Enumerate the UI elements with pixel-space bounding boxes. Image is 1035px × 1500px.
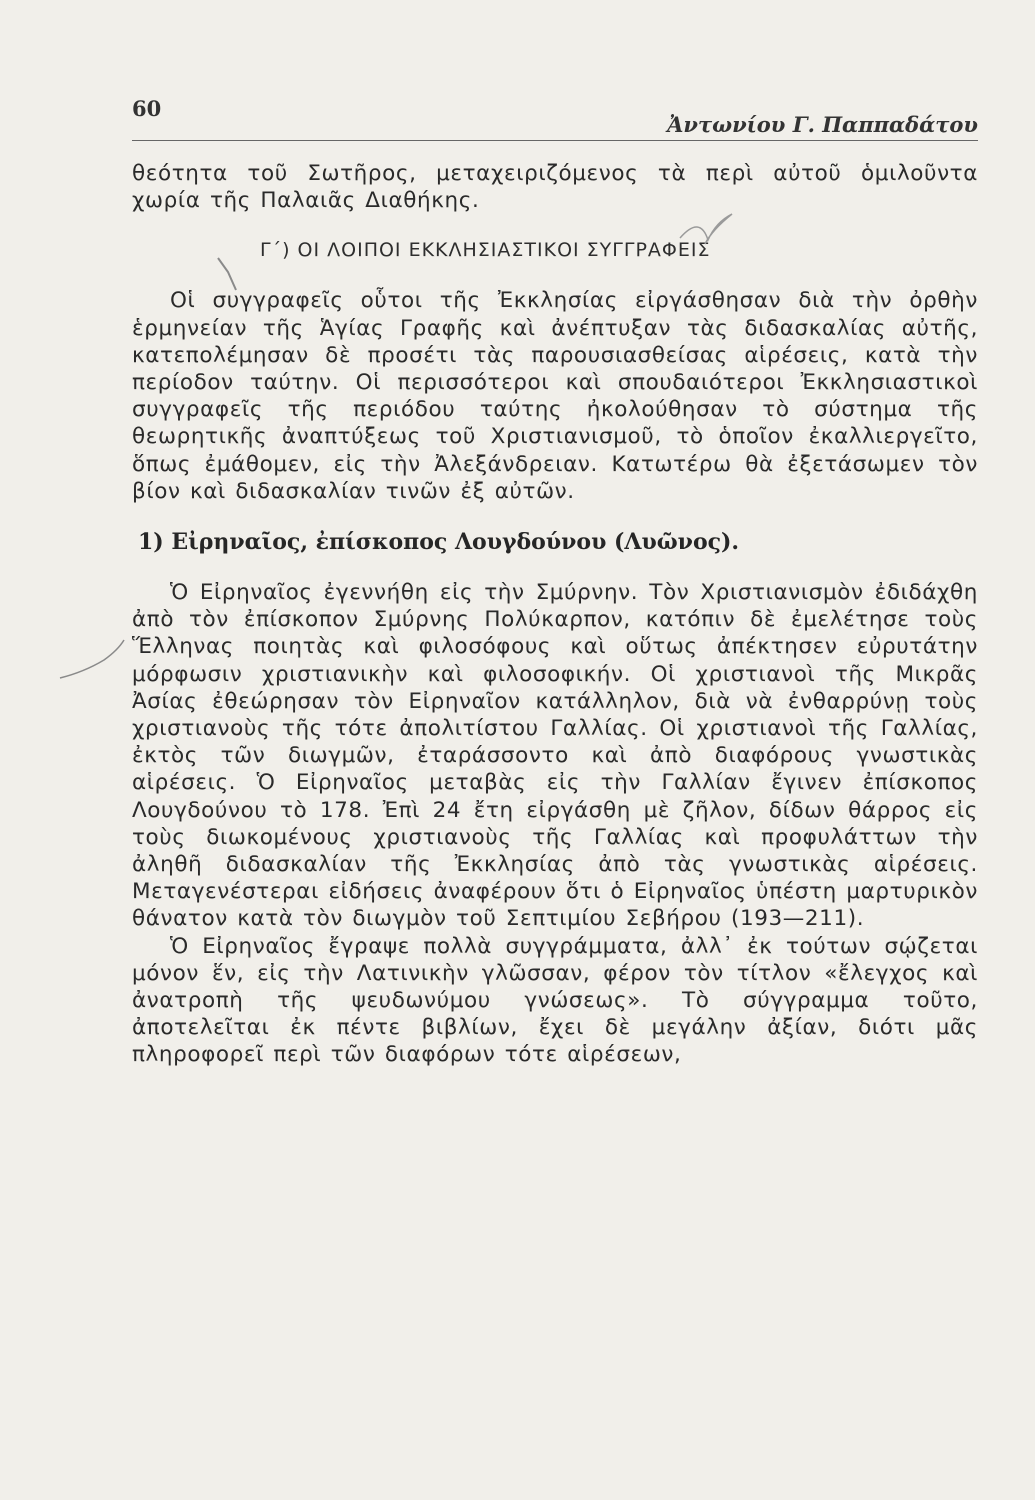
paragraph-irenaeus-life: Ὁ Εἰρηναῖος ἐγεννήθη εἰς τὴν Σμύρνην. Τὸν Χριστιανισμὸν ἐδιδάχθη ἀπὸ τὸν ἐπίσκοπον Σμύρνης Πολύκαρπον, κατόπιν δὲ ἐμελέτησε τοὺς Ἕλληνας ποιητὰς καὶ φιλοσόφους καὶ οὕτως ἀπέκτησεν εὐρυτάτην μόρφωσιν χριστιανικὴν καὶ φιλοσοφικήν. Οἱ χριστιανοὶ τῆς Μικρᾶς Ἀσίας ἐθεώρησαν τὸν Εἰρηναῖον κατάλληλον, διὰ νὰ ἐνθαρρύνῃ τοὺς χριστιανοὺς τῆς τότε ἀπολιτίστου Γαλλίας. Οἱ χριστιανοὶ τῆς Γαλλίας, ἐκτὸς τῶν διωγμῶν, ἐταράσσοντο καὶ ἀπὸ διαφόρους γνωστικὰς αἱρέσεις. Ὁ Εἰρηναῖος μεταβὰς εἰς τὴν Γαλλίαν ἔγινεν ἐπίσκοπος Λουγδούνου τὸ 178. Ἐπὶ 24 ἔτη εἰργάσθη μὲ ζῆλον, δίδων θάρρος εἰς τοὺς διωκομένους χριστιανοὺς τῆς Γαλλίας καὶ προφυλάττων τὴν ἀληθῆ διδασκαλίαν τῆς Ἐκκλησίας ἀπὸ τὰς γνωστικὰς αἱρέσεις. Μεταγενέστεραι εἰδήσεις ἀναφέρουν ὅτι ὁ Εἰρηναῖος ὑπέστη μαρτυρικὸν θάνατον κατὰ τὸν διωγμὸν τοῦ Σεπτιμίου Σεβήρου (193—211). (132, 580, 978, 932)
page-body (132, 160, 978, 1069)
header-rule (132, 140, 978, 141)
page-number: 60 (132, 96, 162, 121)
paragraph-irenaeus-works: Ὁ Εἰρηναῖος ἔγραψε πολλὰ συγγράμματα, ἀλλ᾽ ἐκ τούτων σῴζεται μόνον ἕν, εἰς τὴν Λατινικὴν γλῶσσαν, φέρον τὸν τίτλον «ἔλεγχος καὶ ἀνατροπὴ τῆς ψευδωνύμου γνώσεως». Τὸ σύγγραμμα τοῦτο, ἀποτελεῖται ἐκ πέντε βιβλίων, ἔχει δὲ μεγάλην ἀξίαν, διότι μᾶς πληροφορεῖ περὶ τῶν διαφόρων τότε αἱρέσεων, (132, 933, 978, 1068)
running-head: Ἀντωνίου Γ. Παππαδάτου (667, 112, 978, 137)
sub-heading-irenaeus: 1) Εἰρηναῖος, ἐπίσκοπος Λουγδούνου (Λυῶνος). (138, 529, 740, 556)
paragraph-intro: θεότητα τοῦ Σωτῆρος, μεταχειριζόμενος τὰ περὶ αὐτοῦ ὁμιλοῦντα χωρία τῆς Παλαιᾶς Διαθήκης. (132, 161, 978, 214)
paragraph-writers: Οἱ συγγραφεῖς οὗτοι τῆς Ἐκκλησίας εἰργάσθησαν διὰ τὴν ὀρθὴν ἑρμηνείαν τῆς Ἁγίας Γραφῆς καὶ ἀνέπτυξαν τὰς διδασκαλίας αὐτῆς, κατεπολέμησαν δὲ προσέτι τὰς παρουσιασθείσας αἱρέσεις, κατὰ τὴν περίοδον ταύτην. Οἱ περισσότεροι καὶ σπουδαιότεροι Ἐκκλησιαστικοὶ συγγραφεῖς τῆς περιόδου ταύτης ἠκολούθησαν τὸ σύστημα τῆς θεωρητικῆς ἀναπτύξεως τοῦ Χριστιανισμοῦ, τὸ ὁποῖον ἐκαλλιεργεῖτο, ὅπως ἐμάθομεν, εἰς τὴν Ἀλεξάνδρειαν. Κατωτέρω θὰ ἐξετάσωμεν τὸν βίον καὶ διδασκαλίαν τινῶν ἐξ αὐτῶν. (132, 288, 978, 504)
section-heading: Γ΄) ΟΙ ΛΟΙΠΟΙ ΕΚΚΛΗΣΙΑΣΤΙΚΟΙ ΣΥΓΓΡΑΦΕΙΣ (260, 239, 711, 262)
page-header (132, 88, 978, 138)
pencil-margin-line (60, 640, 124, 678)
